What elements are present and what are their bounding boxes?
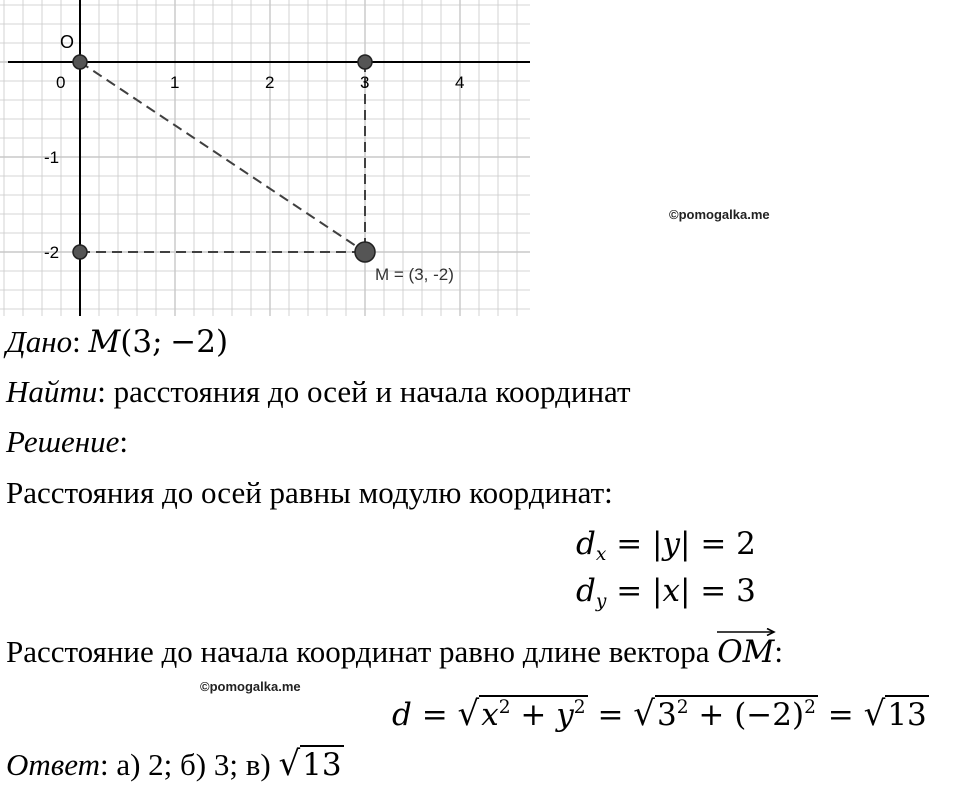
eq1-var: y	[662, 526, 681, 562]
sqrt-sign-icon: √	[457, 694, 480, 734]
given-y: −2	[170, 324, 216, 360]
x-tick-label: 0	[56, 73, 66, 92]
sqrt-general-radicand	[479, 695, 587, 733]
eq3-x-exp: 2	[498, 697, 511, 718]
given-close-paren: )	[215, 324, 229, 360]
answer-text: : а) 2; б) 3; в)	[99, 747, 279, 782]
point-my	[73, 245, 87, 259]
eq1-sub: x	[595, 544, 607, 565]
point-mx	[358, 55, 372, 69]
answer-sqrt-icon: √	[278, 744, 301, 784]
eq1-d: d	[576, 526, 596, 562]
given-line	[6, 322, 228, 362]
eq2-var: x	[662, 573, 680, 609]
eq3-eq2: =	[587, 697, 634, 733]
find-line	[6, 372, 631, 412]
coordinate-graph	[0, 0, 530, 316]
distance-axes-sentence: Расстояния до осей равны модулю координат:	[6, 475, 613, 510]
sqrt-sign-icon-3: √	[863, 694, 886, 734]
distance-origin-sentence: Расстояние до начала координат равно длине вектора	[6, 634, 710, 669]
point-m	[355, 242, 375, 262]
find-label: Найти	[6, 374, 98, 409]
equation-dx	[576, 524, 756, 575]
sqrt-sign-icon-2: √	[633, 694, 655, 734]
sqrt-result	[864, 694, 929, 735]
point-o	[73, 55, 87, 69]
eq3-three: 3	[656, 697, 677, 733]
answer-line	[6, 744, 344, 785]
sqrt-general	[458, 688, 588, 735]
point-m-label: M = (3, -2)	[375, 265, 454, 284]
eq3-three-exp: 2	[676, 697, 689, 718]
distance-origin-colon: :	[774, 634, 783, 669]
eq2-d: d	[576, 573, 596, 609]
eq3-result: 13	[887, 697, 927, 733]
eq3-neg-exp: 2	[804, 697, 816, 718]
vector-arrow-icon	[717, 628, 777, 636]
eq3-y: y	[556, 697, 574, 733]
eq3-eq3: =	[817, 697, 864, 733]
find-text: : расстояния до осей и начала координат	[97, 374, 631, 409]
sqrt-numeric	[633, 688, 818, 735]
eq3-y-exp: 2	[573, 697, 586, 718]
distance-axes-text	[6, 473, 613, 513]
x-tick-label: 4	[455, 73, 465, 92]
solution-label: Решение	[6, 424, 120, 459]
x-tick-label: 3	[360, 73, 370, 92]
x-tick-label: 1	[170, 73, 180, 92]
given-open-paren: (	[120, 324, 133, 360]
x-tick-label: 2	[265, 73, 275, 92]
eq1-mid: = |	[606, 526, 663, 562]
eq3-plus: +	[510, 697, 557, 733]
eq3-eq: =	[411, 697, 458, 733]
answer-sqrt	[278, 744, 343, 785]
vector-name: OM	[717, 634, 775, 670]
watermark: ©pomogalka.me	[669, 207, 770, 222]
given-colon: :	[72, 324, 81, 359]
y-tick-label: -2	[44, 243, 60, 262]
eq3-plus2: + (−2)	[688, 697, 805, 733]
eq2-end: | = 3	[680, 573, 756, 609]
distance-origin-text	[6, 632, 783, 672]
solution-line	[6, 422, 128, 462]
eq2-sub: y	[595, 591, 607, 612]
given-label: Дано	[6, 324, 73, 359]
eq2-mid: = |	[606, 573, 663, 609]
equation-dy	[576, 571, 756, 622]
eq3-x: x	[481, 697, 499, 733]
y-tick-label: -1	[44, 148, 60, 167]
answer-value: 13	[302, 747, 342, 783]
origin-label: O	[60, 32, 75, 52]
eq1-end: | = 2	[680, 526, 756, 562]
given-x: 3	[132, 324, 153, 360]
sqrt-numeric-radicand	[655, 695, 818, 733]
equation-d	[392, 688, 929, 735]
answer-label: Ответ	[6, 747, 100, 782]
solution-colon: :	[119, 424, 128, 459]
watermark-2: ©pomogalka.me	[200, 679, 301, 694]
vector-om	[717, 632, 774, 672]
given-separator: ;	[152, 324, 163, 360]
eq3-d: d	[392, 697, 412, 733]
given-point-name: M	[88, 324, 121, 360]
